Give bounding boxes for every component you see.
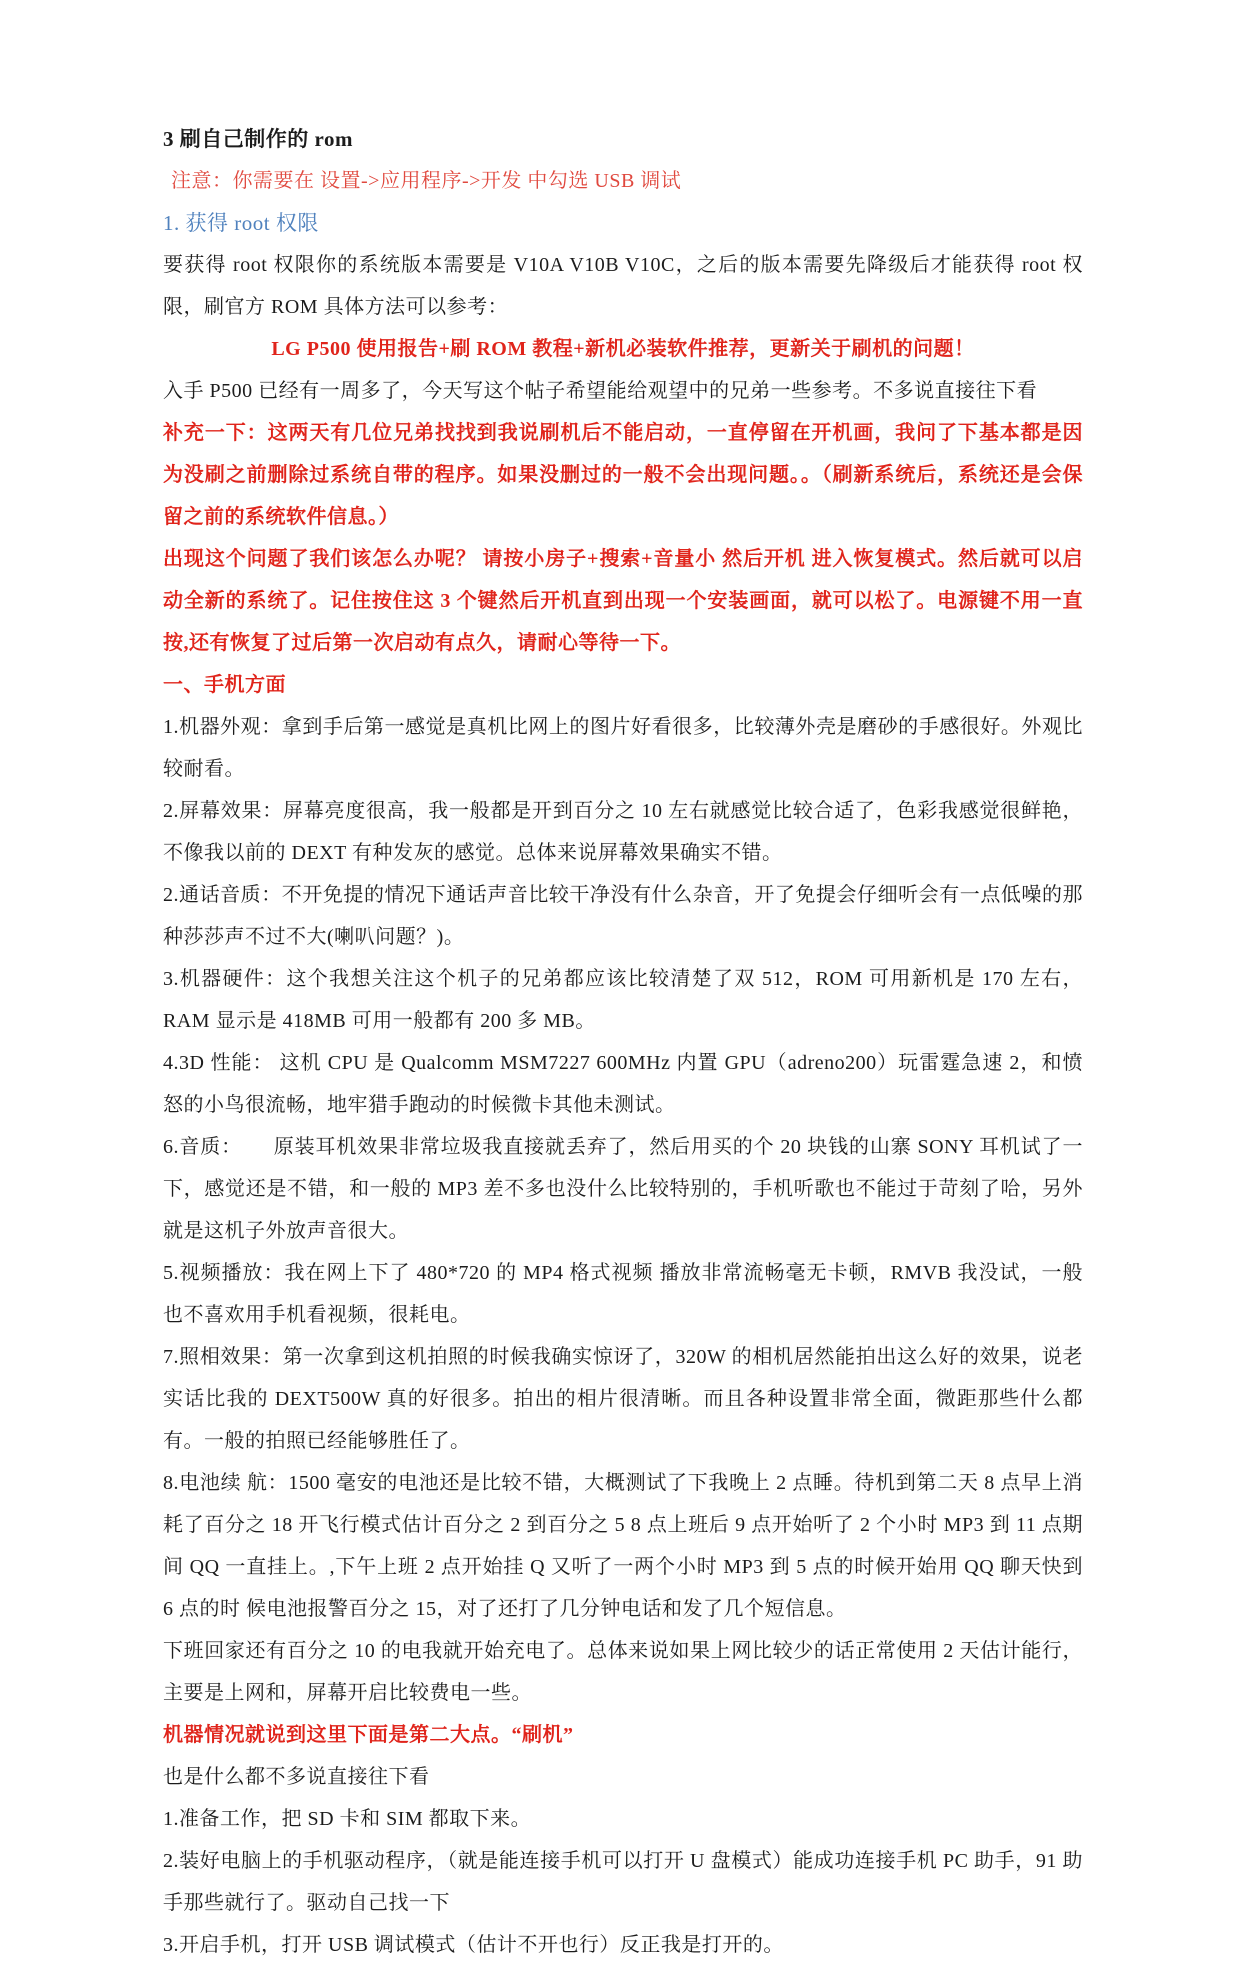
para-continue: 也是什么都不多说直接往下看 — [163, 1766, 430, 1788]
note-usb-debug: 注意：你需要在 设置->应用程序->开发 中勾选 USB 调试 — [171, 170, 682, 192]
para-video-playback: 5.视频播放：我在网上下了 480*720 的 MP4 格式视频 播放非常流畅毫无卡顿，RMVB 我没试，一般也不喜欢用手机看视频，很耗电。 — [163, 1262, 1083, 1326]
para-3d-performance: 4.3D 性能： 这机 CPU 是 Qualcomm MSM7227 600MHz 内置 GPU（adreno200）玩雷霆急速 2，和愤怒的小鸟很流畅，地牢猎手跑动的时候微卡其他未测试。 — [163, 1052, 1083, 1116]
para-camera: 7.照相效果：第一次拿到这机拍照的时候我确实惊讶了，320W 的相机居然能拍出这么好的效果，说老实话比我的 DEXT500W 真的好很多。拍出的相片很清晰。而且各种设置非常全面，微距那些什么都有。一般的拍照已经能够胜任了。 — [163, 1346, 1083, 1452]
para-audio-quality: 6.音质： 原装耳机效果非常垃圾我直接就丢弃了，然后用买的个 20 块钱的山寨 SONY 耳机试了一下，感觉还是不错，和一般的 MP3 差不多也没什么比较特别的，手机听歌也不能过于苛刻了哈，另外就是这机子外放声音很大。 — [163, 1136, 1083, 1242]
heading-flash-own-rom: 3 刷自己制作的 rom — [163, 127, 353, 151]
heading-get-root: 1. 获得 root 权限 — [163, 211, 319, 235]
headline-lg-p500-report: LG P500 使用报告+刷 ROM 教程+新机必装软件推荐，更新关于刷机的问题！ — [271, 338, 975, 360]
document-body — [163, 118, 1083, 1966]
para-battery-summary: 下班回家还有百分之 10 的电我就开始充电了。总体来说如果上网比较少的话正常使用 2 天估计能行，主要是上网和，屏幕开启比较费电一些。 — [163, 1640, 1083, 1704]
para-intro: 入手 P500 已经有一周多了，今天写这个帖子希望能给观望中的兄弟一些参考。不多说直接往下看 — [163, 380, 1038, 402]
para-step1-prepare: 1.准备工作，把 SD 卡和 SIM 都取下来。 — [163, 1808, 532, 1830]
para-call-quality: 2.通话音质：不开免提的情况下通话声音比较干净没有什么杂音，开了免提会仔细听会有一点低噪的那种莎莎声不过不大(喇叭问题？)。 — [163, 884, 1083, 948]
para-recovery-instructions: 出现这个问题了我们该怎么办呢？ 请按小房子+搜索+音量小 然后开机 进入恢复模式。然后就可以启动全新的系统了。记住按住这 3 个键然后开机直到出现一个安装画面，就可以松了。电源键不用一直按,还有恢复了过后第一次启动有点久，请耐心等待一下。 — [163, 548, 1083, 654]
para-screen: 2.屏幕效果：屏幕亮度很高，我一般都是开到百分之 10 左右就感觉比较合适了，色彩我感觉很鲜艳，不像我以前的 DEXT 有种发灰的感觉。总体来说屏幕效果确实不错。 — [163, 800, 1083, 864]
para-hardware: 3.机器硬件：这个我想关注这个机子的兄弟都应该比较清楚了双 512，ROM 可用新机是 170 左右，RAM 显示是 418MB 可用一般都有 200 多 MB。 — [163, 968, 1083, 1032]
para-warning-boot-issue: 补充一下：这两天有几位兄弟找找到我说刷机后不能启动，一直停留在开机画，我问了下基本都是因为没刷之前删除过系统自带的程序。如果没删过的一般不会出现问题。。（刷新系统后，系统还是会保留之前的系统软件信息。） — [163, 422, 1083, 528]
para-step2-driver: 2.装好电脑上的手机驱动程序，（就是能连接手机可以打开 U 盘模式）能成功连接手机 PC 助手，91 助手那些就行了。驱动自己找一下 — [163, 1850, 1083, 1914]
para-step3-usb-debug: 3.开启手机，打开 USB 调试模式（估计不开也行）反正我是打开的。 — [163, 1934, 784, 1956]
para-root-requirements: 要获得 root 权限你的系统版本需要是 V10A V10B V10C，之后的版本需要先降级后才能获得 root 权限，刷官方 ROM 具体方法可以参考： — [163, 254, 1083, 318]
heading-phone-aspects: 一、手机方面 — [163, 674, 286, 696]
para-appearance: 1.机器外观：拿到手后第一感觉是真机比网上的图片好看很多，比较薄外壳是磨砂的手感很好。外观比较耐看。 — [163, 716, 1083, 780]
para-battery: 8.电池续 航：1500 毫安的电池还是比较不错，大概测试了下我晚上 2 点睡。待机到第二天 8 点早上消耗了百分之 18 开飞行模式估计百分之 2 到百分之 5 8 点上班后 9 点开始听了 2 个小时 MP3 到 11 点期间 QQ 一直挂上。,下午上班 2 点开始挂 Q 又听了一两个小时 MP3 到 5 点的时候开始用 QQ 聊天快到 6 点的时 候电池报警百分之 15，对了还打了几分钟电话和发了几个短信息。 — [163, 1472, 1083, 1620]
heading-flashing-section: 机器情况就说到这里下面是第二大点。“刷机” — [163, 1724, 574, 1746]
